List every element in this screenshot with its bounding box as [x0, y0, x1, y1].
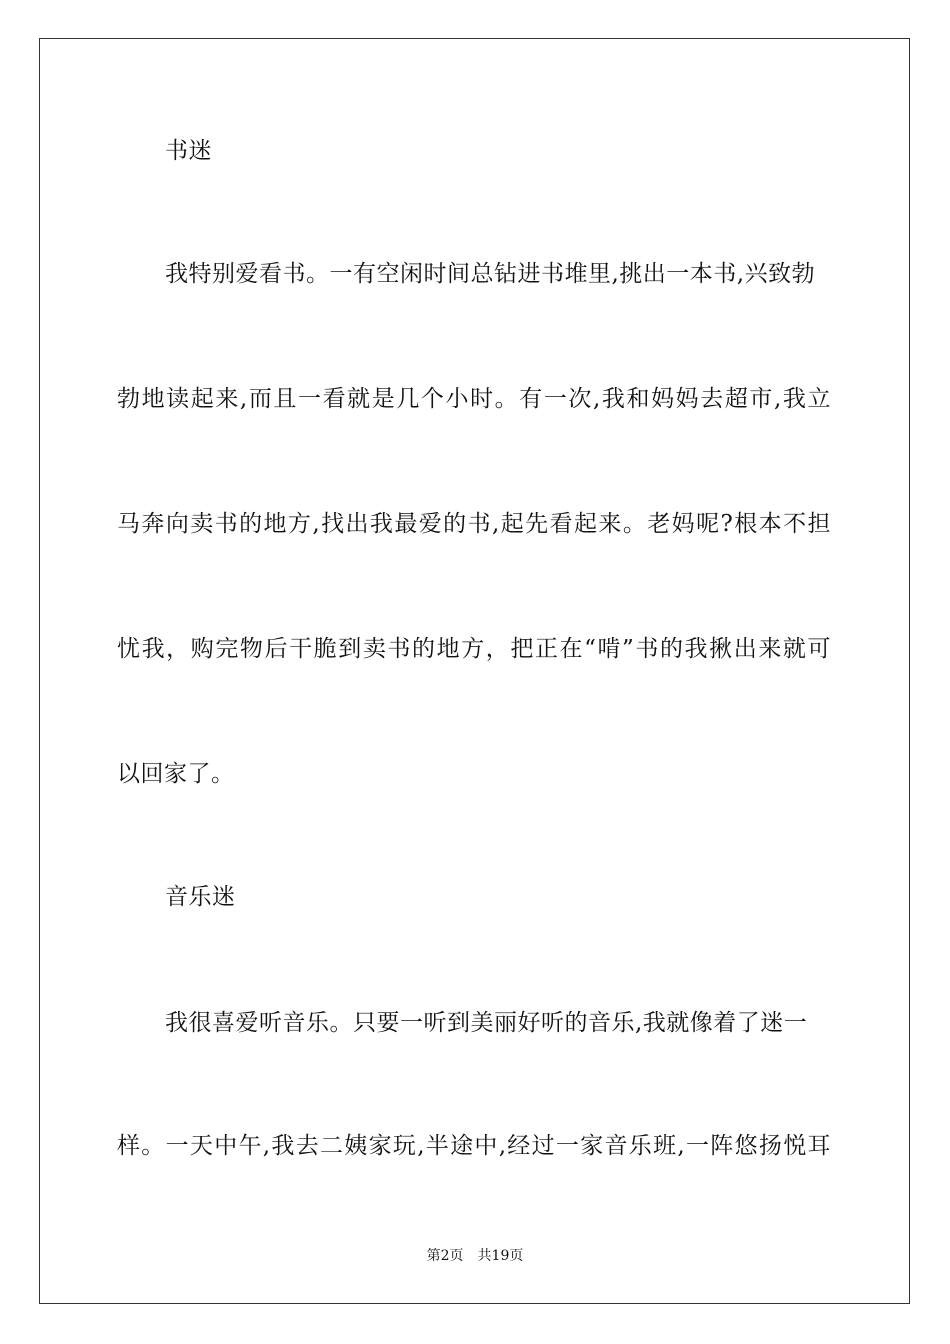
- section-heading: 音乐迷: [165, 884, 236, 910]
- paragraph-line: 样。一天中午,我去二姨家玩,半途中,经过一家音乐班,一阵悠扬悦耳: [117, 1133, 831, 1159]
- paragraph-line: 勃地读起来,而且一看就是几个小时。有一次,我和妈妈去超市,我立: [117, 386, 831, 412]
- section-heading: 书迷: [165, 138, 212, 164]
- paragraph-line: 忧我，购完物后干脆到卖书的地方，把正在“啃”书的我揪出来就可: [117, 636, 831, 662]
- page-total: 共19页: [477, 1248, 524, 1264]
- paragraph-line: 我很喜爱听音乐。只要一听到美丽好听的音乐,我就像着了迷一: [165, 1010, 808, 1036]
- paragraph-line: 以回家了。: [117, 761, 235, 787]
- page-frame: [39, 38, 910, 1304]
- page-footer: [0, 1247, 950, 1265]
- paragraph-line: 马奔向卖书的地方,找出我最爱的书,起先看起来。老妈呢?根本不担: [117, 511, 831, 537]
- page-number: 第2页: [426, 1248, 464, 1264]
- paragraph-line: 我特别爱看书。一有空闲时间总钻进书堆里,挑出一本书,兴致勃: [165, 261, 816, 287]
